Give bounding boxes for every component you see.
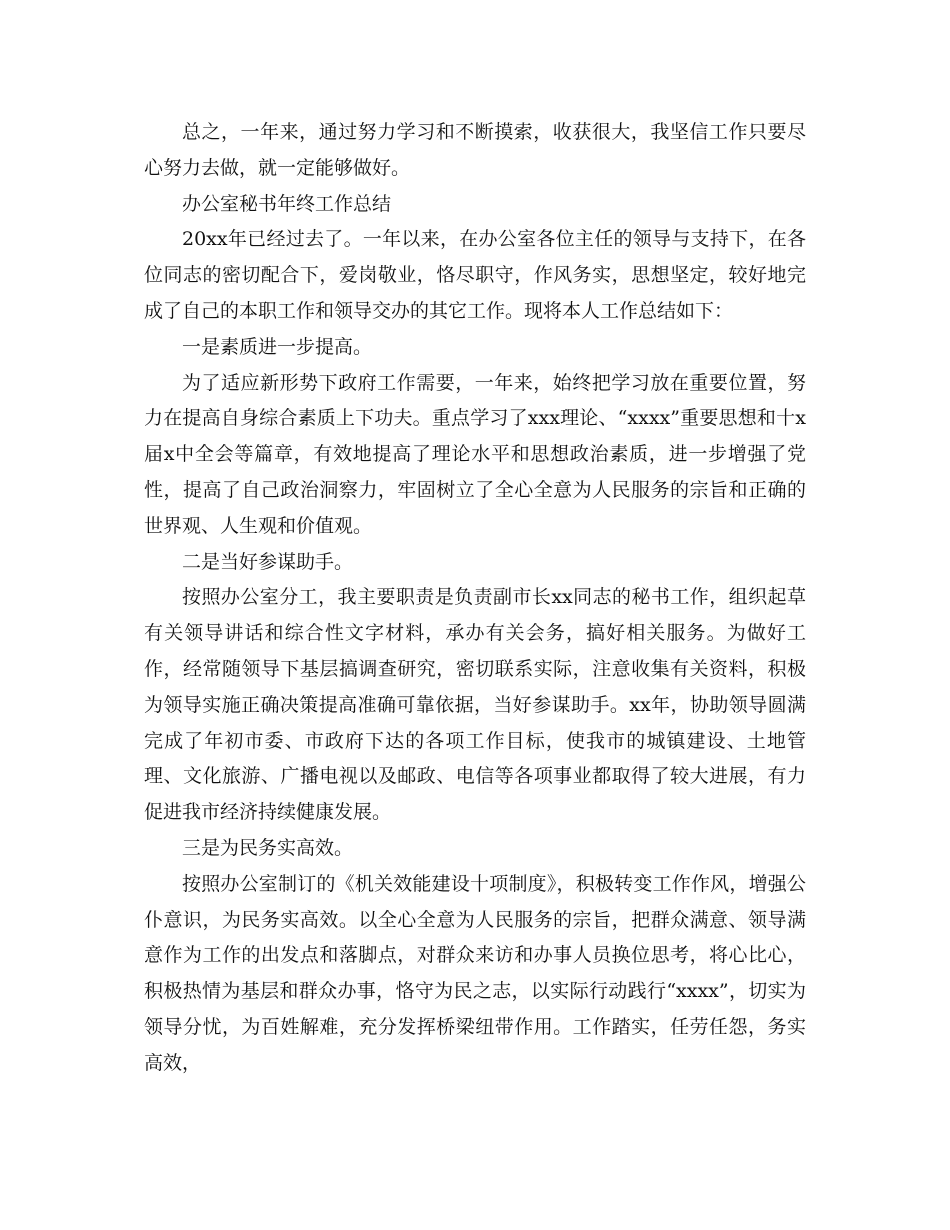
- section-heading-1: 一是素质进一步提高。: [182, 335, 373, 358]
- paragraph-conclusion: 总之，一年来，通过努力学习和不断摸索，收获很大，我坚信工作只要尽心努力去做，就一定能够做好。: [144, 121, 806, 179]
- paragraph-section-1: 为了适应新形势下政府工作需要，一年来，始终把学习放在重要位置，努力在提高自身综合素质上下功夫。重点学习了xxx理论、“xxxx”重要思想和十x届x中全会等篇章，有效地提高了理论水平和思想政治素质，进一步增强了党性，提高了自己政治洞察力，牢固树立了全心全意为人民服务的宗旨和正确的世界观、人生观和价值观。: [144, 371, 806, 537]
- paragraph-section-2: 按照办公室分工，我主要职责是负责副市长xx同志的秘书工作，组织起草有关领导讲话和综合性文字材料，承办有关会务，搞好相关服务。为做好工作，经常随领导下基层搞调查研究，密切联系实际，注意收集有关资料，积极为领导实施正确决策提高准确可靠依据，当好参谋助手。xx年，协助领导圆满完成了年初市委、市政府下达的各项工作目标，使我市的城镇建设、土地管理、文化旅游、广播电视以及邮政、电信等各项事业都取得了较大进展，有力促进我市经济持续健康发展。: [144, 586, 806, 824]
- paragraph-section-3: 按照办公室制订的《机关效能建设十项制度》，积极转变工作作风，增强公仆意识，为民务实高效。以全心全意为人民服务的宗旨，把群众满意、领导满意作为工作的出发点和落脚点，对群众来访和办事人员换位思考，将心比心，积极热情为基层和群众办事，恪守为民之志，以实际行动践行“xxxx”，切实为领导分忧，为百姓解难，充分发挥桥梁纽带作用。工作踏实，任劳任怨，务实高效，: [144, 872, 806, 1074]
- document-body: [144, 115, 806, 1082]
- paragraph-intro: 20xx年已经过去了。一年以来，在办公室各位主任的领导与支持下，在各位同志的密切配合下，爱岗敬业，恪尽职守，作风务实，思想坚定，较好地完成了自己的本职工作和领导交办的其它工作。现将本人工作总结如下：: [144, 228, 806, 322]
- section-heading-2: 二是当好参谋助手。: [182, 550, 354, 573]
- document-title: 办公室秘书年终工作总结: [182, 192, 392, 215]
- section-heading-3: 三是为民务实高效。: [182, 836, 354, 859]
